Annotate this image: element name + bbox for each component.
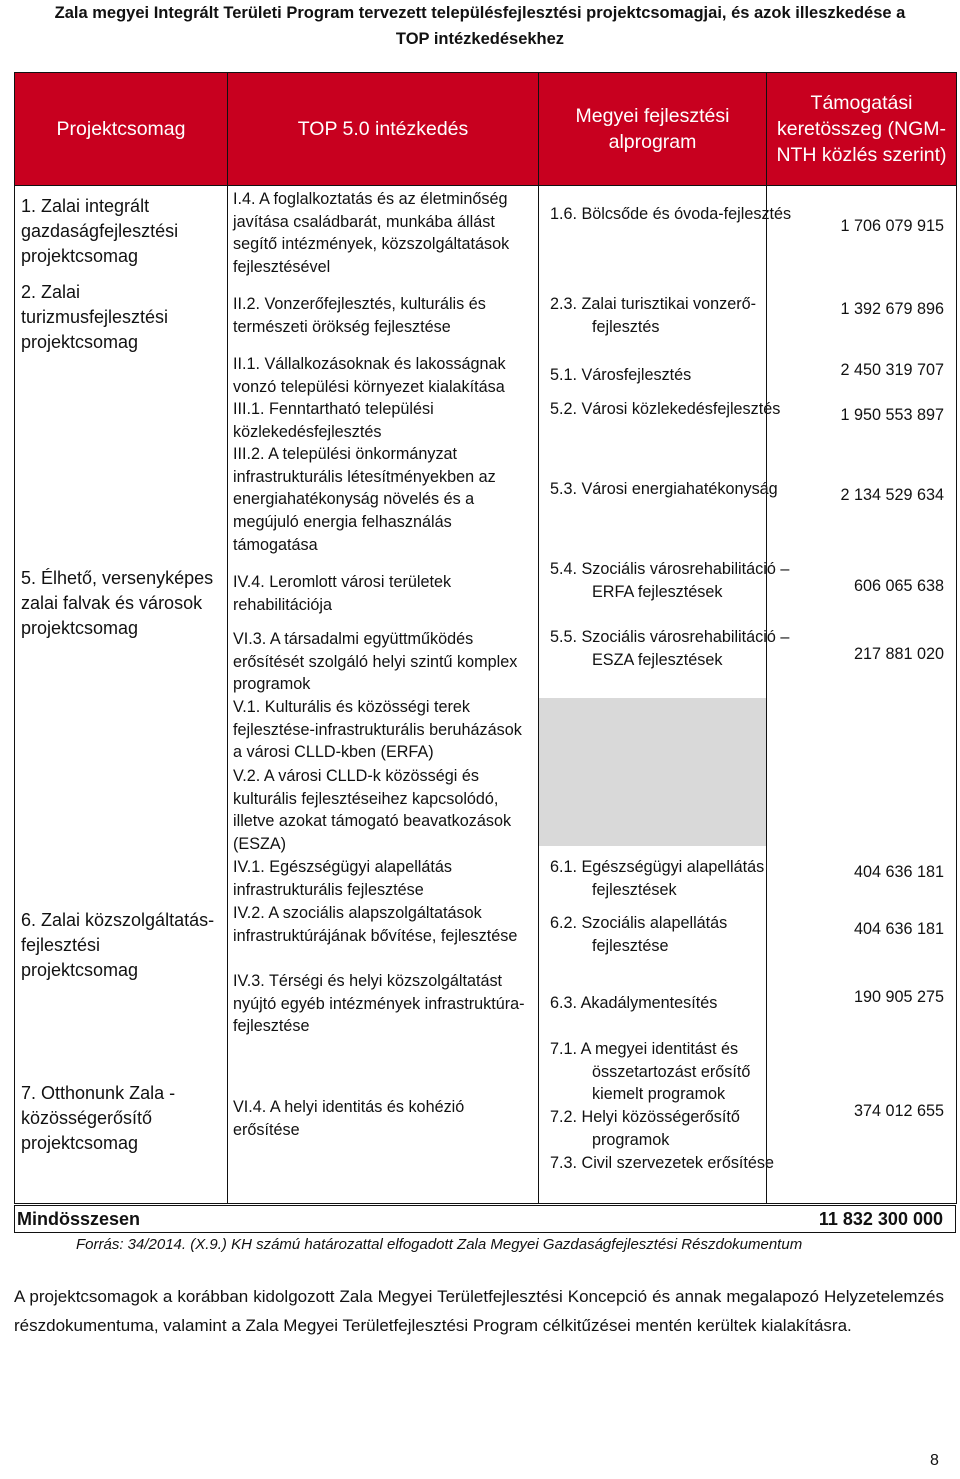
amount-value: 1 706 079 915: [840, 217, 944, 235]
header-amount: Támogatási keretösszeg (NGM-NTH közlés szerint): [767, 73, 957, 186]
list-item: VI.3. A társadalmi együttműködés erősítését szolgáló helyi szintű komplex programok: [233, 630, 518, 694]
empty-cell: [539, 698, 766, 846]
list-item: 6.1. Egészségügyi alapellátás fejlesztések: [550, 858, 765, 899]
package-column: [15, 186, 228, 1204]
list-item: IV.1. Egészségügyi alapellátás infrastrukturális fejlesztése: [233, 858, 452, 899]
list-item: I.4. A foglalkoztatás és az életminőség javítása családbarát, munkába állást segítő intézmények, közszolgáltatások fejlesztésével: [233, 190, 510, 277]
list-item: 5.2. Városi közlekedésfejlesztés: [550, 400, 781, 418]
amount-value: 1 392 679 896: [840, 300, 944, 318]
list-item: 5.1. Városfejlesztés: [550, 366, 692, 384]
list-item: 7.3. Civil szervezetek erősítése: [550, 1154, 775, 1172]
list-item: V.2. A városi CLLD-k közösségi és kulturális fejlesztéseihez kapcsolódó, illetve azokat támogató beavatkozások (ESZA): [233, 767, 512, 854]
list-item: 5.5. Szociális városrehabilitáció – ESZA fejlesztések: [550, 628, 790, 669]
amount-value: 606 065 638: [853, 577, 944, 595]
total-label: Mindösszesen: [17, 1209, 141, 1229]
list-item: 7.1. A megyei identitást és összetartozást erősítő kiemelt programok: [550, 1040, 751, 1104]
total-row: [14, 1205, 956, 1233]
list-item: 2.3. Zalai turisztikai vonzerő-fejlesztés: [550, 295, 757, 336]
package-table: [14, 72, 957, 1204]
title-line-2: TOP intézkedésekhez: [395, 30, 565, 48]
list-item: III.2. A települési önkormányzat infrastrukturális létesítményekben az energiahatékonyság növelés és a megújuló energia felhasználás támogatása: [233, 445, 496, 554]
package-1: 1. Zalai integrált gazdaságfejlesztési projektcsomag: [21, 196, 179, 266]
amount-column: [767, 186, 957, 1204]
package-5: 5. Élhető, versenyképes zalai falvak és városok projektcsomag: [21, 568, 214, 638]
list-item: IV.3. Térségi és helyi közszolgáltatást nyújtó egyéb intézmények infrastruktúra-fejlesztése: [233, 972, 525, 1036]
package-2: 2. Zalai turizmusfejlesztési projektcsomag: [21, 282, 169, 352]
list-item: 7.2. Helyi közösségerősítő programok: [550, 1108, 740, 1149]
total-value: 11 832 300 000: [818, 1209, 943, 1229]
package-6: 6. Zalai közszolgáltatás-fejlesztési projektcsomag: [21, 910, 215, 980]
list-item: III.1. Fenntartható települési közlekedésfejlesztés: [233, 400, 434, 441]
amount-value: 374 012 655: [853, 1102, 944, 1120]
header-top-measure: TOP 5.0 intézkedés: [228, 73, 539, 186]
list-item: 6.3. Akadálymentesítés: [550, 994, 718, 1012]
list-item: VI.4. A helyi identitás és kohézió erősítése: [233, 1098, 465, 1139]
header-subprogram: Megyei fejlesztési alprogram: [539, 73, 767, 186]
amount-value: 2 450 319 707: [840, 361, 944, 379]
table-header-row: [15, 73, 957, 186]
amount-value: 190 905 275: [853, 988, 944, 1006]
list-item: IV.2. A szociális alapszolgáltatások infrastruktúrájának bővítése, fejlesztése: [233, 904, 518, 945]
amount-value: 404 636 181: [853, 863, 944, 881]
list-item: V.1. Kulturális és közösségi terek fejlesztése-infrastrukturális beruházások a városi CLLD-kben (ERFA): [233, 698, 522, 762]
table-body-row: [15, 186, 957, 1204]
list-item: 1.6. Bölcsőde és óvoda-fejlesztés: [550, 205, 792, 223]
list-item: IV.4. Leromlott városi területek rehabilitációja: [233, 573, 452, 614]
amount-value: 217 881 020: [853, 645, 944, 663]
page-number: 8: [930, 1452, 939, 1469]
list-item: 6.2. Szociális alapellátás fejlesztése: [550, 914, 728, 955]
amount-value: 2 134 529 634: [840, 486, 944, 504]
subprogram-column: [539, 186, 792, 1204]
list-item: II.2. Vonzerőfejlesztés, kulturális és természeti örökség fejlesztése: [233, 295, 486, 336]
package-7: 7. Otthonunk Zala - közösségerősítő projektcsomag: [21, 1083, 176, 1153]
document-title: [0, 0, 960, 60]
amount-value: 1 950 553 897: [840, 406, 944, 424]
measure-column: [228, 186, 539, 1204]
body-paragraph: A projektcsomagok a korábban kidolgozott Zala Megyei Területfejlesztési Koncepció és annak megalapozó Helyzetelemzés részdokumentuma, valamint a Zala Megyei Területfejlesztési Program célkitűzései mentén kerültek kialakításra.: [14, 1287, 944, 1335]
list-item: II.1. Vállalkozásoknak és lakosságnak vonzó települési környezet kialakítása: [233, 355, 506, 396]
list-item: 5.3. Városi energiahatékonyság: [550, 480, 778, 498]
list-item: 5.4. Szociális városrehabilitáció – ERFA fejlesztések: [550, 560, 790, 601]
title-line-1: Zala megyei Integrált Területi Program tervezett településfejlesztési projektcsomagjai, és azok illeszkedése a: [54, 4, 906, 22]
amount-value: 404 636 181: [853, 920, 944, 938]
header-package: Projektcsomag: [15, 73, 228, 186]
source-note: Forrás: 34/2014. (X.9.) KH számú határozattal elfogadott Zala Megyei Gazdaságfejlesztési Részdokumentum: [76, 1236, 803, 1253]
